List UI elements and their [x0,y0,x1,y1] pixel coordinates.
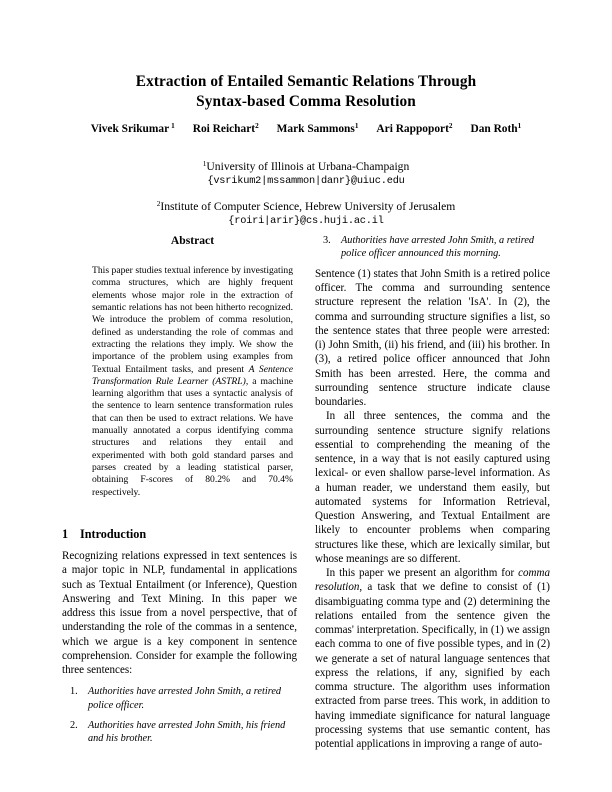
rc-p3-post: , a task that we define to consist of (1) disambiguating comma type and (2) determining the relations entailed from the sentence given the commas' interpretation. Specifically, in (1) we assign each comma to one of five possible types, and in (2) we generate a set of natural language sentences that express the relations, if any, signified by each comma structure. The algorithm uses information extracted from parse trees. This work, in addition to having immediate significance for natural language processing systems that use semantic content, has potential applications in improving a range of auto- [315,581,550,751]
author-2-name: Roi Reichart [192,123,256,135]
list-item [315,234,550,261]
affiliation-1-name [62,156,550,174]
rc-p3-italic-term: comma resolution [315,567,550,594]
abstract-heading: Abstract [170,234,215,247]
example-sentence-list [62,685,297,746]
affiliation-1-marker: 1 [202,159,207,168]
example-1-text: Authorities have arrested John Smith, a retired police officer. [88,686,282,711]
section-heading-introduction [62,527,297,542]
author-1-affiliation-marker: 1 [171,122,175,130]
introduction-paragraph-1: Recognizing relations expressed in text sentences is a major topic in NLP, fundamental in applications such as Textual Entailment (or Inference), Question Answering and Text Mining. In this paper we address this issue from a novel perspective, that of understanding the role of the commas in a sentence, which we argue is a key component in sentence comprehension. Consider for example the following three sentences: [62,550,297,676]
right-column-paragraph-1: Sentence (1) states that John Smith is a retired police officer. The comma and surrounding sentence structure represent the relation 'IsA'. In (2), the comma and surrounding structure signifies a list, so the sentence states that three people were arrested: (i) John Smith, (ii) his friend, and (iii) his brother. In (3), a retired police officer announced that John Smith has been arrested. Here, the comma and surrounding sentence structure indicate clause boundaries. [315,267,550,409]
example-3-text: Authorities have arrested John Smith, a retired police officer announced this morning. [341,235,535,260]
page-title [62,72,550,111]
author-4 [376,119,452,136]
author-5 [470,119,521,136]
author-1-name: Vivek Srikumar [90,123,170,135]
author-2-affiliation-marker: 2 [255,122,259,130]
example-1-marker: 1. [70,686,78,698]
affiliation-1 [62,156,550,189]
affiliation-1-email: {vsrikum2|mssammon|danr}@uiuc.edu [207,175,405,187]
example-sentence-list-continued [315,234,550,261]
title-line-2: Syntax-based Comma Resolution [196,92,416,110]
affiliation-2-name [62,196,550,214]
author-4-name: Ari Rappoport [376,123,449,135]
abstract-body [92,265,293,499]
right-column [315,234,550,751]
affiliation-2 [62,196,550,229]
author-3 [277,119,359,136]
title-block [62,72,550,111]
author-5-affiliation-marker: 1 [517,122,522,130]
list-item [62,685,297,712]
right-column-paragraph-2: In all three sentences, the comma and the surrounding sentence structure signify relations essential to comprehending the meaning of the sentence, in a way that is not easily captured using lexical- or even shallow parse-level information. As a human reader, we understand them easily, but automated systems for Information Retrieval, Question Answering, and Textual Entailment are likely to encounter problems when comparing structures like these, which are lexically similar, but whose meanings are so different. [315,410,550,565]
author-2 [193,119,259,136]
right-column-paragraph-3 [315,566,550,751]
author-3-affiliation-marker: 1 [354,122,359,130]
author-5-name: Dan Roth [470,123,518,135]
rc-p3-pre: In this paper we present an algorithm for [326,567,519,580]
example-3-marker: 3. [323,235,331,246]
example-2-marker: 2. [70,720,78,732]
abstract-italic-term: A Sentence Transformation Rule Learner (ASTRL) [92,363,293,387]
author-list [62,119,550,136]
section-title: Introduction [80,527,147,541]
author-1 [91,119,175,136]
introduction-section [62,527,297,753]
abstract-text-part1: This paper studies textual inference by investigating comma structures, which are highly frequent elements whose major role in the extraction of semantic relations has not been hitherto recognized. We introduce the problem of comma resolution, defined as understanding the role of commas and extracting the relations they imply. We show the importance of the problem using examples from Textual Entailment tasks, and present [92,265,293,375]
example-2-text: Authorities have arrested John Smith, his friend and his brother. [88,720,286,745]
affiliation-1-institution: University of Illinois at Urbana-Champaign [206,160,410,173]
affiliation-2-institution: Institute of Computer Science, Hebrew University of Jerusalem [160,200,456,213]
abstract-section [92,234,293,499]
affiliation-2-marker: 2 [156,199,161,208]
list-item [62,719,297,746]
author-3-name: Mark Sammons [276,123,355,135]
title-line-1: Extraction of Entailed Semantic Relations Through [135,73,477,90]
affiliation-2-email: {roiri|arir}@cs.huji.ac.il [228,215,384,227]
author-4-affiliation-marker: 2 [448,122,453,130]
abstract-text-part2: , a machine learning algorithm that uses a syntactic analysis of the sentence to learn sentence transformation rules that can then be used to extract relations. We have manually annotated a corpus identifying comma structures and relations they entail and experimented with both gold standard parses and parses created by a leading statistical parser, obtaining F-scores of 80.2% and 70.4% respectively. [92,375,294,498]
section-number: 1 [62,527,69,541]
